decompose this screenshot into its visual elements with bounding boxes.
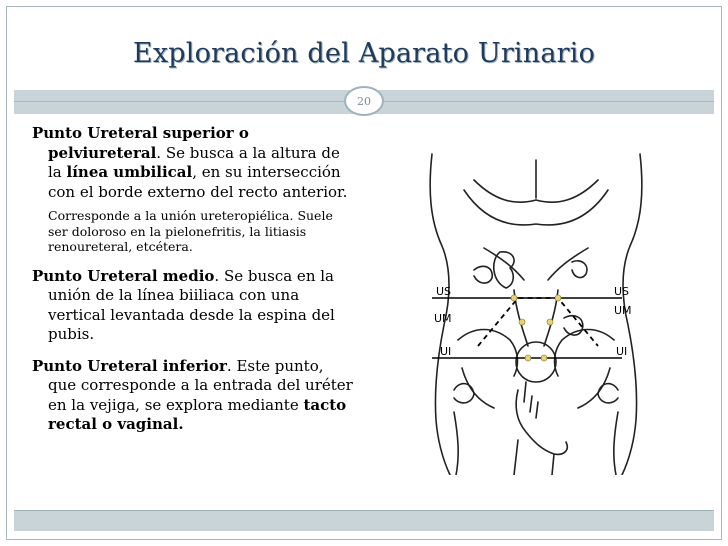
paragraph-lower-point bbox=[32, 357, 354, 435]
point-ui-right bbox=[541, 355, 547, 361]
label-us-left: US bbox=[436, 285, 452, 298]
middle-point-heading: Punto Ureteral medio bbox=[32, 266, 215, 285]
lower-point-text: . Este punto, que corresponde a la entrada del uréter en la vejiga, se explora mediante bbox=[48, 356, 353, 414]
paragraph-middle-point bbox=[32, 267, 354, 345]
umbilical-line-term: línea umbilical bbox=[66, 163, 193, 181]
point-um-right bbox=[547, 319, 553, 325]
exam-method-term: tacto rectal o vaginal. bbox=[48, 395, 347, 433]
point-us-right bbox=[555, 295, 561, 301]
label-us-right: US bbox=[614, 285, 630, 298]
point-um-left bbox=[519, 319, 525, 325]
upper-point-text-2: , en su intersección con el borde externo del recto anterior. bbox=[48, 163, 348, 201]
upper-point-text-1: . Se busca a la altura de la bbox=[48, 143, 340, 181]
label-ui-left: UI bbox=[440, 345, 452, 358]
upper-point-heading: Punto Ureteral superior o pelviureteral bbox=[32, 124, 249, 162]
middle-point-text: . Se busca en la unión de la línea biiliaca con una vertical levantada desde la espina del pubis. bbox=[48, 266, 335, 343]
upper-point-note: Corresponde a la unión ureteropiélica. Suele ser doloroso en la pielonefritis, la litiasis renoureteral, etcétera. bbox=[48, 208, 333, 254]
lower-point-heading: Punto Ureteral inferior bbox=[32, 356, 227, 375]
slide-title: Exploración del Aparato Urinario bbox=[132, 38, 596, 69]
paragraph-upper-point bbox=[32, 124, 354, 202]
page-number-badge: 20 bbox=[344, 86, 384, 116]
label-ui-right: UI bbox=[616, 345, 628, 358]
anatomy-figure bbox=[414, 150, 658, 475]
label-um-left: UM bbox=[434, 312, 452, 325]
footer-band bbox=[14, 510, 714, 531]
point-us-left bbox=[511, 295, 517, 301]
point-ui-left bbox=[525, 355, 531, 361]
biiliac-dashed-line bbox=[478, 298, 598, 346]
body-text bbox=[32, 124, 354, 435]
label-um-right: UM bbox=[614, 304, 632, 317]
